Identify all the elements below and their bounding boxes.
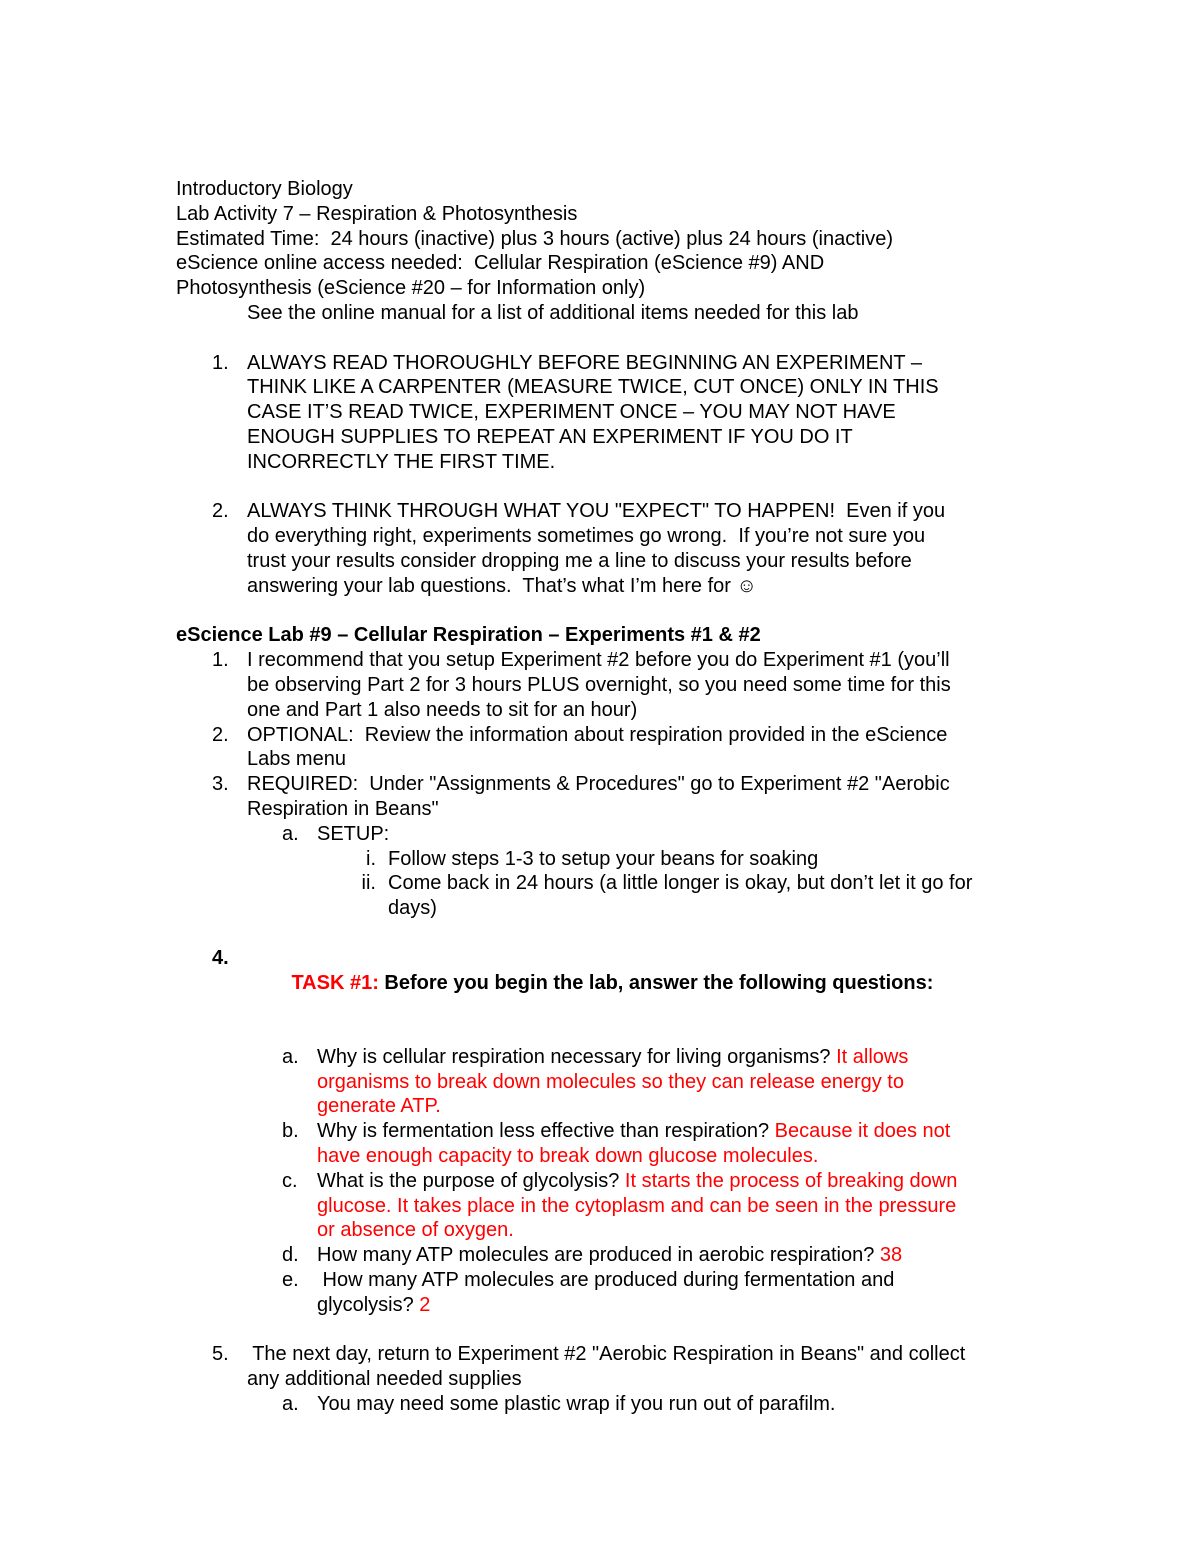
setup-label: SETUP: [317, 822, 390, 845]
question-text: glycolysis? [317, 1293, 420, 1316]
answer-text: or absence of oxygen. [317, 1219, 514, 1242]
online-access-line-2: Photosynthesis (eScience #20 – for Information only) [176, 277, 646, 300]
answer-text: Because it does not [774, 1120, 951, 1143]
step-3 [176, 772, 1036, 822]
question-e [176, 1268, 1036, 1318]
question-text: How many ATP molecules are produced during fermentation and [317, 1269, 895, 1292]
intro-2-line: ALWAYS THINK THROUGH WHAT YOU "EXPECT" TO HAPPEN! Even if you [247, 500, 946, 523]
step-5-subitem [176, 1392, 1036, 1417]
task-1-heading [176, 946, 1036, 1020]
step-5-line: The next day, return to Experiment #2 "Aerobic Respiration in Beans" and collect [247, 1343, 966, 1366]
answer-text: 2 [419, 1293, 431, 1316]
step-5-sub-text: You may need some plastic wrap if you run out of parafilm. [317, 1393, 836, 1416]
question-text: How many ATP molecules are produced in aerobic respiration? [317, 1244, 880, 1267]
list-letter: c. [282, 1169, 298, 1192]
setup-item-line: Follow steps 1-3 to setup your beans for soaking [388, 847, 819, 870]
step-2-line: Labs menu [247, 748, 346, 771]
question-text: What is the purpose of glycolysis? [317, 1169, 625, 1192]
answer-text: It starts the process of breaking down [624, 1169, 958, 1192]
step-3-line: Respiration in Beans" [247, 797, 439, 820]
intro-2-line: trust your results consider dropping me a line to discuss your results before [247, 549, 912, 572]
estimated-time: Estimated Time: 24 hours (inactive) plus 3 hours (active) plus 24 hours (inactive) [176, 227, 893, 250]
step-5 [176, 1342, 1036, 1392]
step-2-line: OPTIONAL: Review the information about respiration provided in the eScience [247, 723, 948, 746]
step-1-line: one and Part 1 also needs to sit for an hour) [247, 698, 638, 721]
section-heading: eScience Lab #9 – Cellular Respiration – Experiments #1 & #2 [176, 624, 761, 647]
answer-text: generate ATP. [317, 1095, 441, 1118]
intro-1-line: THINK LIKE A CARPENTER (MEASURE TWICE, CUT ONCE) ONLY IN THIS [247, 376, 939, 399]
intro-item-2 [176, 499, 1036, 598]
intro-1-line: ALWAYS READ THOROUGHLY BEFORE BEGINNING AN EXPERIMENT – [247, 351, 922, 374]
intro-1-line: CASE IT’S READ TWICE, EXPERIMENT ONCE – YOU MAY NOT HAVE [247, 401, 896, 424]
intro-2-line: do everything right, experiments sometimes go wrong. If you’re not sure you [247, 525, 926, 548]
list-letter: a. [282, 1045, 299, 1068]
answer-text: organisms to break down molecules so they can release energy to [317, 1070, 904, 1093]
online-access-line-1: eScience online access needed: Cellular Respiration (eScience #9) AND [176, 252, 825, 275]
task-instruction: Before you begin the lab, answer the following questions: [378, 971, 934, 994]
answer-text: 38 [879, 1244, 903, 1267]
list-number: 2. [212, 723, 229, 746]
answer-text: It allows [836, 1045, 909, 1068]
intro-1-line: INCORRECTLY THE FIRST TIME. [247, 450, 556, 473]
answer-text: have enough capacity to break down glucose molecules. [317, 1145, 819, 1168]
step-5-line: any additional needed supplies [247, 1368, 522, 1391]
list-letter: b. [282, 1120, 299, 1143]
list-letter: e. [282, 1269, 299, 1292]
intro-1-line: ENOUGH SUPPLIES TO REPEAT AN EXPERIMENT IF YOU DO IT [247, 425, 853, 448]
list-letter: d. [282, 1244, 299, 1267]
list-number: 4. [212, 946, 229, 969]
list-number: 3. [212, 773, 229, 796]
setup-item-ii [176, 871, 1036, 921]
list-letter: a. [282, 822, 299, 845]
step-1 [176, 648, 1036, 722]
question-a [176, 1045, 1036, 1119]
document-body [176, 177, 1036, 1417]
list-roman: ii. [361, 872, 376, 895]
question-b [176, 1119, 1036, 1169]
list-letter: a. [282, 1393, 299, 1416]
list-number: 5. [212, 1343, 229, 1366]
question-c [176, 1169, 1036, 1243]
list-number: 1. [212, 351, 229, 374]
step-2 [176, 723, 1036, 773]
question-d [176, 1243, 1036, 1268]
setup-subitem [176, 822, 1036, 847]
course-title: Introductory Biology [176, 178, 353, 200]
setup-item-line: Come back in 24 hours (a little longer is okay, but don’t let it go for [388, 872, 973, 895]
task-label: TASK #1: [291, 971, 379, 994]
setup-item-line: days) [388, 897, 437, 920]
intro-item-1 [176, 351, 1036, 475]
list-roman: i. [366, 847, 376, 870]
question-text: Why is cellular respiration necessary for living organisms? [317, 1045, 837, 1068]
step-3-line: REQUIRED: Under "Assignments & Procedures" go to Experiment #2 "Aerobic [247, 773, 950, 796]
answer-text: glucose. It takes place in the cytoplasm and can be seen in the pressure [317, 1194, 957, 1217]
intro-2-line: answering your lab questions. That’s what I’m here for ☺ [247, 574, 757, 597]
question-text: Why is fermentation less effective than respiration? [317, 1120, 775, 1143]
manual-note: See the online manual for a list of additional items needed for this lab [247, 301, 859, 324]
list-number: 2. [212, 500, 229, 523]
setup-item-i [176, 847, 1036, 872]
step-1-line: be observing Part 2 for 3 hours PLUS overnight, so you need some time for this [247, 673, 951, 696]
lab-activity-title: Lab Activity 7 – Respiration & Photosynthesis [176, 202, 578, 225]
step-1-line: I recommend that you setup Experiment #2 before you do Experiment #1 (you’ll [247, 649, 950, 672]
list-number: 1. [212, 649, 229, 672]
